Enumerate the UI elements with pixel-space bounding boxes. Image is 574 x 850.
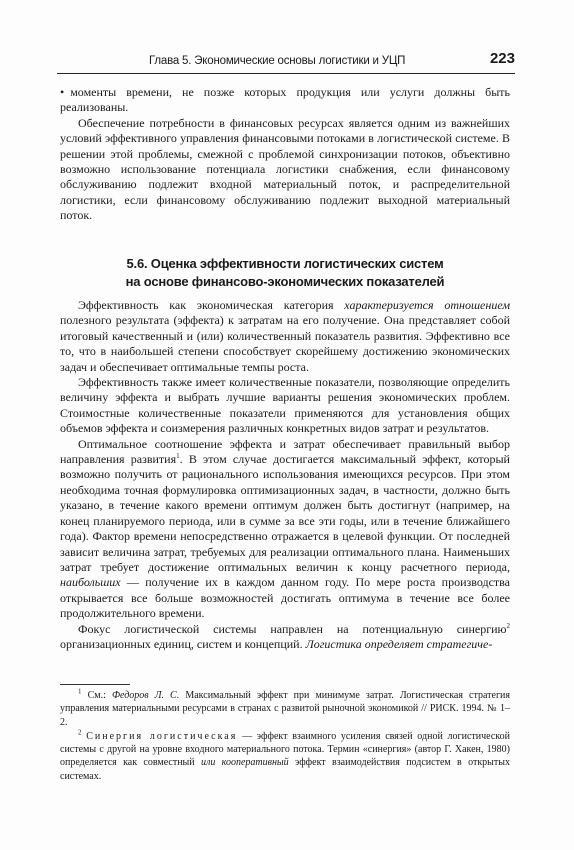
text-run: Оптимальное соотношение эффекта и затрат обеспечивает правильный выбор направления развития bbox=[60, 436, 510, 467]
italic-run: или кооперативный bbox=[200, 757, 289, 769]
text-run: полезного результата (эффекта) к затратам на его получение. Она представляет собой итоговый качественный и (или) количественный показатель развития. Эффективно все то, что в наибольшей степени способствует скорейшему достижению экономических задач и обеспечивает оптимальные темпы роста. bbox=[60, 313, 510, 374]
text-run: . В этом случае достигается максимальный эффект, который возможно получить от рационального использования имеющихся ресурсов. При этом необходима точная формулировка оптимизационных задач, в частности, должно быть указано, в течение какого времени оптимум должен быть достигнут (например, на конец планируемого периода, или в сумме за все эти годы, или в течение ближайшего года). Фактор времени непосредственно отражается в целевой функции. От последней зависит величина затрат, требуемых для реализации оптимального плана. Наименьших затрат требует достижение оптимальных величин к концу расчетного периода, bbox=[60, 452, 510, 574]
text-run: организационных единиц, систем и концепций. bbox=[60, 636, 306, 651]
section-body bbox=[60, 298, 510, 652]
footnote-ref-2[interactable]: 2 bbox=[506, 621, 510, 630]
section-heading bbox=[60, 255, 510, 291]
italic-run: Логистика определяет стратегиче- bbox=[305, 636, 493, 651]
text-run: — получение их в каждом данном году. По мере роста производства открывается все больше возможностей достигать оптимума в течение все более продолжительного времени. bbox=[60, 575, 510, 621]
text-run: Эффективность как экономическая категория bbox=[78, 298, 345, 312]
footnote-divider bbox=[60, 684, 130, 685]
text-run: — эффект взаимного усиления связей одной логистической системы с другой на уровне входного материального потока. Термин «синергия» (автор Г. Хакен, 1980) определяется как совместный bbox=[60, 730, 510, 769]
intro-text bbox=[60, 85, 510, 224]
running-header bbox=[57, 51, 515, 74]
text-run: Фокус логистической системы направлен на потенциальную синергию bbox=[78, 621, 507, 636]
footnotes bbox=[60, 689, 510, 783]
italic-run: наибольших bbox=[60, 575, 121, 590]
bullet-text: моменты времени, не позже которых продукция или услуги должны быть реализованы. bbox=[60, 85, 510, 115]
bullet-item bbox=[60, 85, 510, 116]
bullet-icon: • bbox=[60, 85, 65, 99]
text-run: эффект взаимодействия подсистем в открытых системах. bbox=[60, 757, 510, 782]
footnote-ref-1[interactable]: 1 bbox=[176, 452, 180, 461]
section-heading-line-1: 5.6. Оценка эффективности логистических систем bbox=[126, 256, 444, 271]
paragraph-2: Эффективность также имеет количественные показатели, позволяющие определить величину эффекта и выбрать лучшие варианты решения экономических проблем. Стоимостные количественные показатели применяются для установления общих объемов эффекта и соизмерения различных конкретных видов затрат и результатов. bbox=[60, 375, 510, 436]
footnote-term: Синергия логистическая bbox=[86, 730, 238, 742]
footnote-number: 1 bbox=[78, 687, 82, 696]
page-number: 223 bbox=[489, 50, 515, 67]
paragraph-3 bbox=[60, 437, 510, 622]
footnote-1 bbox=[60, 689, 510, 729]
paragraph-4 bbox=[60, 622, 510, 653]
footnote-2 bbox=[60, 730, 510, 783]
text-run: Максимальный эффект при минимуме затрат. Логистическая стратегия управления материальными ресурсами в странах с развитой рыночной экономикой // РИСК. 1994. № 1–2. bbox=[60, 690, 511, 728]
text-run: См.: bbox=[81, 690, 112, 701]
paragraph-1 bbox=[60, 298, 510, 375]
chapter-title: Глава 5. Экономические основы логистики и УЦП bbox=[149, 55, 406, 67]
footnote-author: Федоров Л. С. bbox=[111, 690, 180, 701]
paragraph: Обеспечение потребности в финансовых ресурсах является одним из важнейших условий эффективного управления финансовыми потоками в логистической системе. В решении этой проблемы, смежной с проблемой синхронизации потоков, объективно возможно использование потенциала логистики снабжения, если финансовому обслуживанию подлежит входной материальный поток, и распределительной логистики, если финансовому обслуживанию подлежит выходной материальный поток. bbox=[60, 115, 510, 223]
footnote-number: 2 bbox=[78, 728, 82, 737]
section-heading-line-2: на основе финансово-экономических показателей bbox=[125, 274, 445, 289]
italic-run: характеризуется отношением bbox=[344, 298, 510, 312]
